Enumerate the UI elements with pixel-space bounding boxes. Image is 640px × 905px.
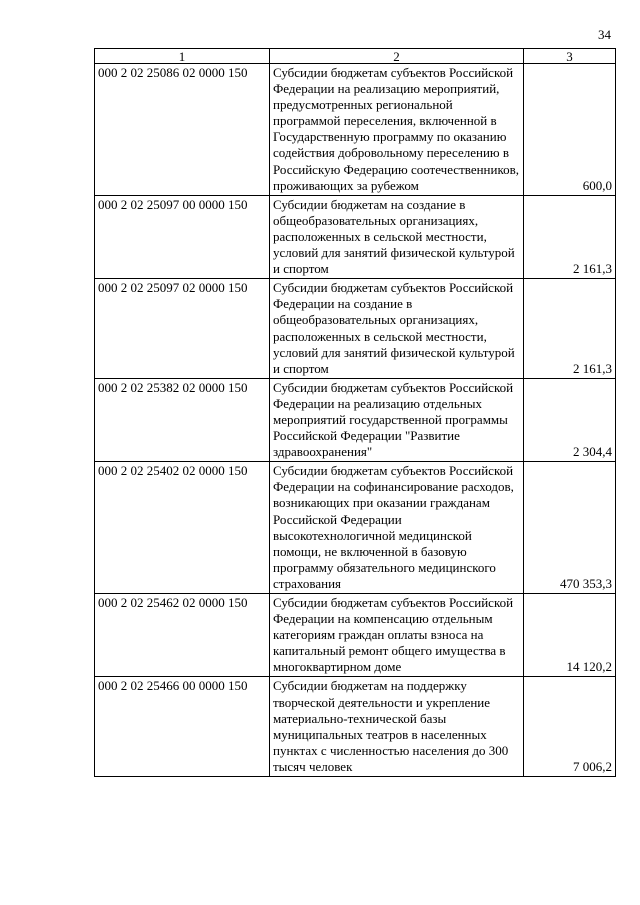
table-row: [95, 195, 616, 278]
column-header-3: 3: [524, 49, 616, 64]
table-row: [95, 279, 616, 379]
column-header-1: 1: [95, 49, 270, 64]
description: Субсидии бюджетам на создание в общеобразовательных организациях, расположенных в сельской местности, условий для занятий физической культурой и спортом: [270, 195, 524, 278]
column-header-2: 2: [270, 49, 524, 64]
description: Субсидии бюджетам субъектов Российской Федерации на создание в общеобразовательных организациях, расположенных в сельской местности, условий для занятий физической культурой и спортом: [270, 279, 524, 379]
budget-code: 000 2 02 25402 02 0000 150: [95, 462, 270, 594]
description: Субсидии бюджетам на поддержку творческой деятельности и укрепление материально-технической базы муниципальных театров в населенных пунктах с численностью населения до 300 тысяч человек: [270, 677, 524, 777]
budget-code: 000 2 02 25097 02 0000 150: [95, 279, 270, 379]
header-row: [95, 49, 616, 64]
amount: 2 161,3: [524, 279, 616, 379]
amount: 2 304,4: [524, 378, 616, 461]
table-row: [95, 594, 616, 677]
budget-code: 000 2 02 25086 02 0000 150: [95, 64, 270, 196]
description: Субсидии бюджетам субъектов Российской Федерации на софинансирование расходов, возникающих при оказании гражданам Российской Федерации высокотехнологичной медицинской помощи, не включенной в базовую программу обязательного медицинского страхования: [270, 462, 524, 594]
amount: 14 120,2: [524, 594, 616, 677]
description: Субсидии бюджетам субъектов Российской Федерации на реализацию мероприятий, предусмотренных региональной программой переселения, включенной в Государственную программу по оказанию содействия добровольному переселению в Российскую Федерацию соотечественников, проживающих за рубежом: [270, 64, 524, 196]
table-row: [95, 378, 616, 461]
budget-code: 000 2 02 25382 02 0000 150: [95, 378, 270, 461]
budget-table: [94, 48, 616, 777]
budget-code: 000 2 02 25097 00 0000 150: [95, 195, 270, 278]
description: Субсидии бюджетам субъектов Российской Федерации на компенсацию отдельным категориям граждан оплаты взноса на капитальный ремонт общего имущества в многоквартирном доме: [270, 594, 524, 677]
budget-code: 000 2 02 25462 02 0000 150: [95, 594, 270, 677]
table-row: [95, 462, 616, 594]
amount: 600,0: [524, 64, 616, 196]
table-row: [95, 677, 616, 777]
page-number: 34: [598, 27, 611, 42]
amount: 7 006,2: [524, 677, 616, 777]
table-row: [95, 64, 616, 196]
amount: 470 353,3: [524, 462, 616, 594]
amount: 2 161,3: [524, 195, 616, 278]
description: Субсидии бюджетам субъектов Российской Федерации на реализацию отдельных мероприятий государственной программы Российской Федерации "Развитие здравоохранения": [270, 378, 524, 461]
budget-code: 000 2 02 25466 00 0000 150: [95, 677, 270, 777]
